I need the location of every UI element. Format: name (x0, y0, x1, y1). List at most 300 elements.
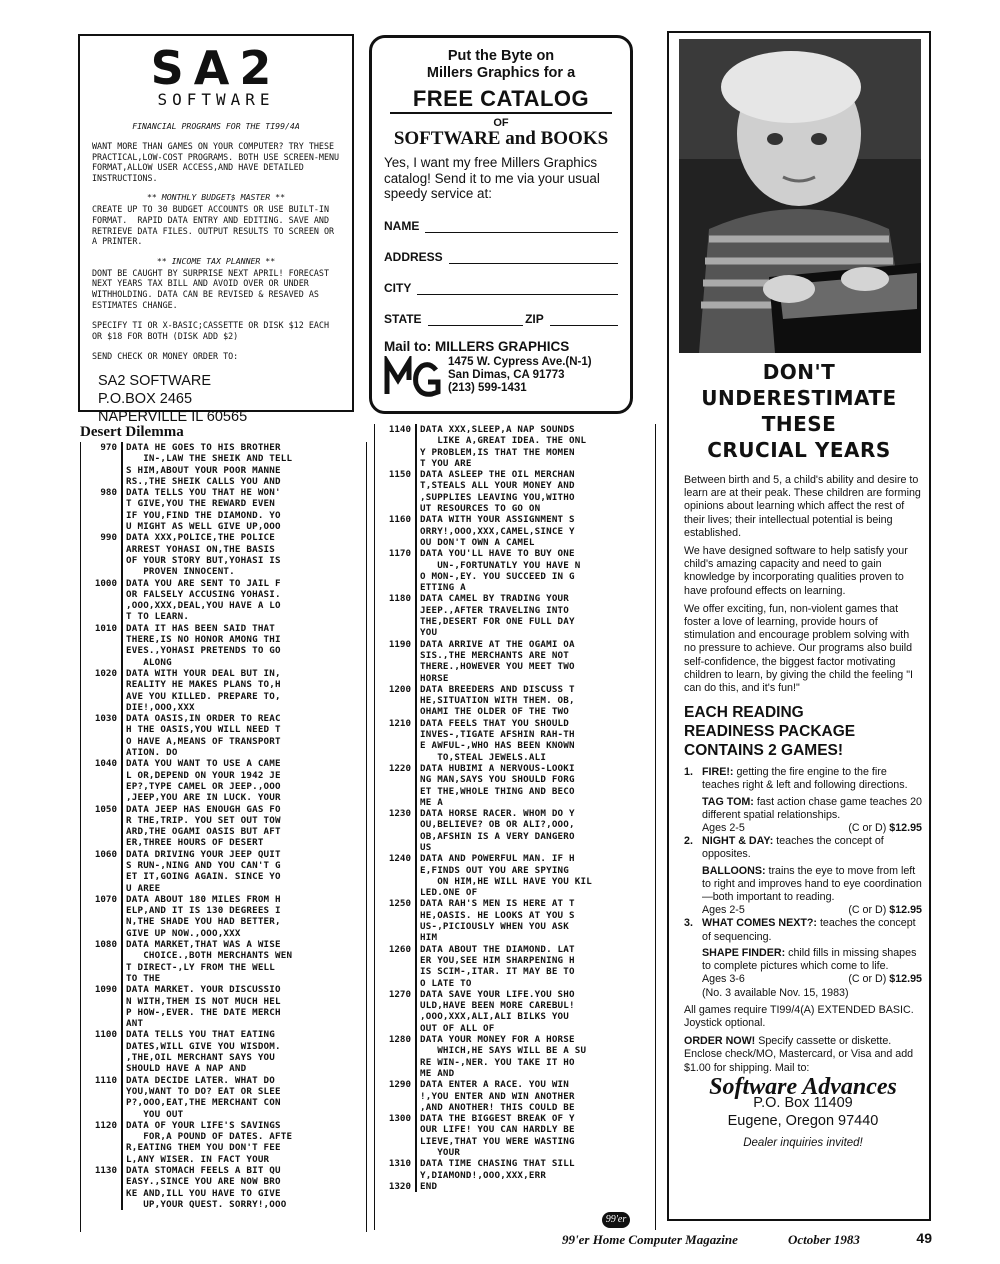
line-text: HORSE (420, 672, 449, 684)
sa2-address (92, 372, 340, 426)
mg-address-label: ADDRESS (384, 249, 443, 264)
mg-address (448, 356, 592, 395)
sa2-address-line: P.O.BOX 2465 (98, 390, 193, 407)
listing-line (81, 498, 366, 509)
line-text: T TO LEARN. (126, 611, 190, 623)
mg-citystate: San Dimas, CA 91773 (448, 368, 565, 381)
sa-headline-line: CRUCIAL YEARS (707, 438, 891, 462)
line-number: 1200 (375, 684, 417, 695)
mg-state-line[interactable] (428, 324, 524, 326)
sa-ages: Ages 3-6 (702, 973, 745, 986)
line-number (81, 691, 123, 702)
listing-line (81, 1075, 366, 1086)
listing-line (375, 639, 655, 650)
line-number (81, 645, 123, 656)
line-number: 1070 (81, 894, 123, 905)
line-text: OB,AFSHIN IS A VERY DANGERO (420, 830, 575, 842)
line-text: T,STEALS ALL YOUR MONEY AND (420, 480, 575, 492)
listing-line (81, 1154, 366, 1165)
listing-line (375, 797, 655, 808)
line-number (375, 955, 417, 966)
line-number (375, 797, 417, 808)
line-number (375, 458, 417, 469)
line-text: DATA AND POWERFUL MAN. IF H (420, 853, 575, 865)
listing-line (375, 910, 655, 921)
line-number: 1020 (81, 668, 123, 679)
mg-address-field[interactable] (384, 250, 618, 264)
sa-price: $12.95 (889, 904, 922, 917)
line-number (81, 544, 123, 555)
line-number: 1130 (81, 1165, 123, 1176)
line-text: EP?,TYPE CAMEL OR JEEP.,OOO (126, 780, 281, 792)
line-number (375, 966, 417, 977)
mg-phone: (213) 599-1431 (448, 381, 527, 394)
sa-game-name: TAG TOM: (702, 795, 754, 808)
line-text: R,EATING THEM YOU DON'T FEE (126, 1142, 281, 1154)
line-number: 1040 (81, 758, 123, 769)
line-number: 1260 (375, 944, 417, 955)
line-number (81, 724, 123, 735)
listing-line (81, 894, 366, 905)
line-text: OR FALSELY ACCUSING YOHASI. (126, 588, 281, 600)
listing-line (81, 1176, 366, 1187)
line-number: 1090 (81, 984, 123, 995)
line-text: ANT (126, 1018, 144, 1030)
line-number (375, 1000, 417, 1011)
line-text: ER YOU,SEE HIM SHARPENING H (420, 954, 575, 966)
sa-price-row (702, 973, 922, 986)
line-number (375, 571, 417, 582)
line-number (375, 819, 417, 830)
sa2-program2-desc: DONT BE CAUGHT BY SURPRISE NEXT APRIL! FORECAST NEXT YEARS TAX BILL AND AVOID OVER OR UNDER WITHHOLDING. DATA CAN BE REVISED & RESAVED AS ESTIMATES CHANGE. (92, 267, 335, 310)
line-text: CHOICE.,BOTH MERCHANTS WEN (126, 950, 293, 962)
mg-city-field[interactable] (384, 281, 618, 295)
line-text: RE WIN-,NER. YOU TAKE IT HO (420, 1056, 575, 1068)
listing-line (81, 1109, 366, 1120)
line-text: IF YOU,FIND THE DIAMOND. YO (126, 509, 281, 521)
listing-line (375, 458, 655, 469)
listing-line (81, 679, 366, 690)
line-text: N WITH,THEM IS NOT MUCH HEL (126, 995, 281, 1007)
line-text: DATA ENTER A RACE. YOU WIN (420, 1079, 570, 1091)
listing-line (81, 566, 366, 577)
line-number (81, 702, 123, 713)
line-text: OUT OF ALL OF (420, 1022, 495, 1034)
listing-line (375, 786, 655, 797)
sa-dealer-note: Dealer inquiries invited! (743, 1136, 863, 1149)
line-number (81, 1109, 123, 1120)
listing-line (81, 950, 366, 961)
line-text: TO,STEAL JEWELS.ALI (420, 751, 547, 763)
line-number (81, 1052, 123, 1063)
line-number (81, 465, 123, 476)
sa-game-desc: fast action chase game teaches 20 different spatial relationships. (702, 795, 922, 821)
line-number: 1220 (375, 763, 417, 774)
sa-price: $12.95 (889, 822, 922, 835)
line-number: 1270 (375, 989, 417, 1000)
line-number (81, 1041, 123, 1052)
listing-line (375, 842, 655, 853)
listing-line (81, 702, 366, 713)
line-text: US (420, 841, 432, 853)
listing-line (81, 1086, 366, 1097)
line-number (81, 1007, 123, 1018)
sa-order-rest: Specify cassette or diskette. Enclose check/MO, Mastercard, or Visa and add $1.00 for shipping. Mail to: (684, 1035, 914, 1074)
listing-line (375, 684, 655, 695)
mg-logo-icon (384, 356, 442, 400)
mg-body: Yes, I want my free Millers Graphics catalog! Send it to me via your usual speedy service at: (384, 155, 600, 201)
line-text: ULD,HAVE BEEN MORE CAREBUL! (420, 1000, 575, 1012)
line-text: R THE,TRIP. YOU SET OUT TOW (126, 814, 281, 826)
line-number: 1300 (375, 1113, 417, 1124)
line-text: DATA SAVE YOUR LIFE.YOU SHO (420, 988, 575, 1000)
sa-paragraph: We offer exciting, fun, non-violent games that foster a love of learning, provide hours of stimulation and encourage problem solving with no pressure to achieve. Our programs also build self-confidence, the biggest factor motivating children to learn, by giving the child the feeling "I can do this, and it's fun!" (684, 602, 913, 695)
line-number (375, 627, 417, 638)
line-text: ,JEEP,YOU ARE IN LUCK. YOUR (126, 792, 281, 804)
line-number (375, 865, 417, 876)
line-number (81, 871, 123, 882)
line-text: HE,OASIS. HE LOOKS AT YOU S (420, 909, 575, 921)
line-number (375, 740, 417, 751)
listing-line (375, 1147, 655, 1158)
line-number (81, 555, 123, 566)
line-number (81, 781, 123, 792)
line-text: YOU,WANT TO DO? EAT OR SLEE (126, 1085, 281, 1097)
listing-line (375, 560, 655, 571)
listing-line (81, 973, 366, 984)
mg-name-field[interactable] (384, 219, 618, 233)
line-number (81, 826, 123, 837)
listing-line (375, 1068, 655, 1079)
line-text: P HOW-,EVER. THE DATE MERCH (126, 1006, 281, 1018)
sa-price: $12.95 (889, 973, 922, 986)
line-number (375, 616, 417, 627)
listing-line (81, 939, 366, 950)
sa-game-package-3 (684, 917, 922, 999)
line-text: OHAMI THE OLDER OF THE TWO (420, 706, 570, 718)
line-number: 1280 (375, 1034, 417, 1045)
line-text: T GIVE,YOU THE REWARD EVEN (126, 498, 276, 510)
sa-price-label: (C or D) (848, 973, 887, 986)
line-text: Y PROBLEM,IS THAT THE MOMEN (420, 446, 575, 458)
listing-line (81, 1018, 366, 1029)
line-number (375, 910, 417, 921)
mg-zip-line[interactable] (550, 324, 618, 326)
line-number (375, 492, 417, 503)
listing-line (81, 837, 366, 848)
line-text: RS.,THE SHEIK CALLS YOU AND (126, 475, 281, 487)
listing-line (375, 1113, 655, 1124)
listing-line (81, 578, 366, 589)
sa2-address-line: SA2 SOFTWARE (98, 372, 212, 389)
line-number: 1060 (81, 849, 123, 860)
listing-line (81, 442, 366, 453)
line-number (81, 566, 123, 577)
listing-line (375, 1034, 655, 1045)
line-number: 1080 (81, 939, 123, 950)
mg-mail-to: Mail to: MILLERS GRAPHICS (384, 338, 570, 354)
line-text: DATA YOU ARE SENT TO JAIL F (126, 577, 281, 589)
line-text: ET THE,WHOLE THING AND BECO (420, 785, 575, 797)
listing-line (375, 706, 655, 717)
listing-line (375, 571, 655, 582)
line-text: DATA MARKET,THAT WAS A WISE (126, 939, 281, 951)
line-number (81, 815, 123, 826)
line-number (375, 650, 417, 661)
line-number (375, 661, 417, 672)
line-text: DATA MARKET. YOUR DISCUSSIO (126, 984, 281, 996)
line-number (81, 510, 123, 521)
line-text: N,THE SHADE YOU HAD BETTER, (126, 916, 281, 928)
line-number: 1240 (375, 853, 417, 864)
listing-line (81, 962, 366, 973)
line-number (375, 560, 417, 571)
line-text: DATA ABOUT 180 MILES FROM H (126, 893, 281, 905)
sa-price-label: (C or D) (848, 822, 887, 835)
sa-box: P.O. Box 11409 (753, 1094, 853, 1111)
line-text: ,OOO,XXX,ALI,ALI BILKS YOU (420, 1011, 570, 1023)
line-number (375, 673, 417, 684)
sa-game-desc: trains the eye to move from left to right and improves hand to eye coordination—both important to reading. (702, 864, 922, 904)
line-text: DATA DECIDE LATER. WHAT DO (126, 1074, 276, 1086)
line-text: DATA WITH YOUR DEAL BUT IN, (126, 667, 281, 679)
mg-free-catalog: FREE CATALOG (412, 86, 590, 111)
listing-line (375, 1000, 655, 1011)
line-number (375, 978, 417, 989)
listing-line (375, 831, 655, 842)
sa-game-package-1 (684, 766, 922, 835)
line-number (375, 706, 417, 717)
listing-line (375, 661, 655, 672)
listing-line (81, 589, 366, 600)
line-text: HE,SITUATION WITH THEM. OB, (420, 695, 575, 707)
line-text: ARD,THE OGAMI OASIS BUT AFT (126, 826, 281, 838)
line-number (375, 1045, 417, 1056)
line-text: O MON-,EY. YOU SUCCEED IN G (420, 570, 575, 582)
listing-line (81, 1007, 366, 1018)
sa-game-desc: child fills in missing shapes to complete pictures which come to life. (702, 946, 917, 973)
sa-availability-note: (No. 3 available Nov. 15, 1983) (702, 986, 849, 999)
line-text: DATA ABOUT THE DIAMOND. LAT (420, 943, 575, 955)
listing-line (81, 521, 366, 532)
listing-line (375, 1158, 655, 1169)
sa-paragraph: Between birth and 5, a child's ability and desire to learn are at their peak. These children are forming opinions about learning which affect the rest of their lives; their intellectual potential is being established. (684, 474, 921, 539)
line-text: EVES.,YOHASI PRETENDS TO GO (126, 645, 281, 657)
sa2-address-line: NAPERVILLE IL 60565 (98, 408, 248, 425)
listing-line (81, 758, 366, 769)
listing-line (81, 623, 366, 634)
line-text: NG MAN,SAYS YOU SHOULD FORG (420, 774, 575, 786)
listing-line (375, 763, 655, 774)
mg-city-label: CITY (384, 280, 412, 295)
line-number (81, 792, 123, 803)
line-number (81, 476, 123, 487)
listing-line (81, 634, 366, 645)
line-text: DATA YOUR MONEY FOR A HORSE (420, 1034, 575, 1046)
listing-line (375, 876, 655, 887)
line-text: L,ANY WISER. IN FACT YOUR (126, 1153, 270, 1165)
listing-line (81, 600, 366, 611)
listing-line (81, 905, 366, 916)
line-text: U MIGHT AS WELL GIVE UP,OOO (126, 521, 281, 533)
line-text: JEEP.,AFTER TRAVELING INTO (420, 604, 570, 616)
line-text: DATES,WILL GIVE YOU WISDOM. (126, 1040, 281, 1052)
line-text: REALITY HE MAKES PLANS TO,H (126, 679, 281, 691)
listing-line (375, 605, 655, 616)
listing-line (375, 695, 655, 706)
line-text: DATA OASIS,IN ORDER TO REAC (126, 713, 281, 725)
sa-package-heading-line: READINESS PACKAGE (684, 723, 856, 741)
line-text: WHICH,HE SAYS WILL BE A SU (420, 1045, 587, 1057)
listing-title: Desert Dilemma (80, 424, 184, 440)
listing-line (81, 1131, 366, 1142)
line-number: 1110 (81, 1075, 123, 1086)
line-number (375, 786, 417, 797)
line-text: S HIM,ABOUT YOUR POOR MANNE (126, 464, 281, 476)
listing-line (81, 724, 366, 735)
listing-line (375, 435, 655, 446)
line-text: DATA ARRIVE AT THE OGAMI OA (420, 638, 575, 650)
line-number (375, 1091, 417, 1102)
mg-software-books: SOFTWARE and BOOKS (393, 128, 609, 149)
listing-line (375, 593, 655, 604)
line-number (81, 973, 123, 984)
listing-line (81, 916, 366, 927)
listing-line (375, 1023, 655, 1034)
sa-headline-line: DON'T (762, 360, 836, 384)
sa2-program2-title: ** INCOME TAX PLANNER ** (156, 255, 276, 266)
line-text: ,SUPPLIES LEAVING YOU,WITHO (420, 491, 575, 503)
line-text: LED.ONE OF (420, 887, 478, 899)
footer-date: October 1983 (788, 1232, 860, 1247)
listing-line (81, 871, 366, 882)
listing-line (81, 1052, 366, 1063)
listing-line (375, 808, 655, 819)
line-text: ET IT,GOING AGAIN. SINCE YO (126, 871, 281, 883)
line-number (81, 996, 123, 1007)
listing-line (81, 691, 366, 702)
line-number (81, 498, 123, 509)
line-number (375, 1057, 417, 1068)
listing-line (81, 736, 366, 747)
line-number (375, 876, 417, 887)
sa2-program1-title: ** MONTHLY BUDGET$ MASTER ** (146, 192, 286, 203)
line-number (81, 1063, 123, 1074)
line-number (81, 916, 123, 927)
child-photo (679, 39, 921, 353)
listing-line (375, 1045, 655, 1056)
listing-line (375, 1102, 655, 1113)
mg-bottom (384, 356, 618, 400)
sa-order-text (684, 1035, 922, 1075)
line-number: 1120 (81, 1120, 123, 1131)
line-text: ARREST YOHASI ON,THE BASIS (126, 543, 276, 555)
listing-line (81, 657, 366, 668)
listing-line (81, 453, 366, 464)
listing-line (81, 984, 366, 995)
line-text: DATA OF YOUR LIFE'S SAVINGS (126, 1119, 281, 1131)
line-number (81, 736, 123, 747)
mg-address-line[interactable] (449, 262, 618, 264)
mg-city-line[interactable] (417, 293, 618, 295)
mg-name-line[interactable] (425, 231, 618, 233)
line-number (375, 1102, 417, 1113)
listing-line (81, 555, 366, 566)
line-number (375, 752, 417, 763)
line-text: T YOU ARE (420, 457, 472, 469)
line-number (81, 883, 123, 894)
listing-line (375, 1011, 655, 1022)
sa-package-number: 1. (684, 766, 693, 779)
child-at-computer-image (679, 39, 921, 353)
sa-game-desc: teaches the concept of sequencing. (702, 917, 916, 943)
line-text: DATA TELLS YOU THAT EATING (126, 1029, 276, 1041)
line-number (375, 537, 417, 548)
line-number: 1290 (375, 1079, 417, 1090)
line-number: 1000 (81, 578, 123, 589)
line-text: DATA FEELS THAT YOU SHOULD (420, 717, 570, 729)
line-number: 1310 (375, 1158, 417, 1169)
line-text: DATA RAH'S MEN IS HERE AT T (420, 898, 575, 910)
listing-line (81, 645, 366, 656)
listing-column-2 (374, 424, 656, 1230)
sa-headline-line: UNDERESTIMATE (701, 386, 897, 410)
listing-line (81, 465, 366, 476)
sa-ages: Ages 2-5 (702, 904, 745, 917)
line-text: ME A (420, 796, 443, 808)
line-number: 1320 (375, 1181, 417, 1192)
sa2-program1-desc: CREATE UP TO 30 BUDGET ACCOUNTS OR USE BUILT-IN FORMAT. RAPID DATA ENTRY AND EDITING. SAVE AND RETRIEVE DATA FILES. OUTPUT RESULTS TO SCREEN OR A PRINTER. (92, 204, 340, 247)
line-number (81, 860, 123, 871)
line-number (375, 842, 417, 853)
listing-line (81, 487, 366, 498)
line-text: LIKE A,GREAT IDEA. THE ONL (420, 435, 587, 447)
sa-paragraph: We have designed software to help satisfy your child's amazing capacity and need to gain knowledge by incorporating qualities proven to have profound effects on learning. (684, 545, 908, 597)
line-text: INVES-,TIGATE AFSHIN RAH-TH (420, 729, 575, 741)
line-text: US-,PICIOUSLY WHEN YOU ASK (420, 921, 570, 933)
sa-game-desc: teaches the concept of opposites. (702, 835, 884, 861)
listing-line (81, 1188, 366, 1199)
listing-line (375, 1091, 655, 1102)
line-text: ME AND (420, 1067, 455, 1079)
listing-line (81, 770, 366, 781)
mg-name-label: NAME (384, 218, 420, 233)
line-text: !,YOU ENTER AND WIN ANOTHER (420, 1090, 575, 1102)
line-text: DATA WITH YOUR ASSIGNMENT S (420, 514, 575, 526)
millers-graphics-ad (369, 35, 633, 414)
listing-line (81, 544, 366, 555)
listing-line (375, 752, 655, 763)
mg-state-zip-field[interactable] (384, 312, 618, 326)
sa2-intro: WANT MORE THAN GAMES ON YOUR COMPUTER? TRY THESE PRACTICAL,LOW-COST PROGRAMS. BOTH USE SCREEN-MENU FORMAT,ALLOW USER ACCESS,AND HAVE DETAILED INSTRUCTIONS. (92, 141, 345, 183)
line-number: 980 (81, 487, 123, 498)
sa-package-number: 3. (684, 917, 693, 930)
line-text: ATION. DO (126, 747, 178, 759)
sa-ages: Ages 2-5 (702, 822, 745, 835)
sa-package-number: 2. (684, 835, 693, 848)
line-text: TO THE (126, 972, 161, 984)
listing-line (81, 996, 366, 1007)
line-text: DIE!,OOO,XXX (126, 701, 195, 713)
line-text: UN-,FORTUNATLY YOU HAVE N (420, 559, 581, 571)
line-text: ER,THREE HOURS OF DESERT (126, 837, 264, 849)
line-number (375, 1011, 417, 1022)
line-text: DATA HUBIMI A NERVOUS-LOOKI (420, 762, 575, 774)
mg-headline-2: Millers Graphics for a (426, 65, 576, 81)
line-number (375, 887, 417, 898)
line-text: IS SCIM-,ITAR. IT MAY BE TO (420, 966, 575, 978)
line-text: KE AND,ILL YOU HAVE TO GIVE (126, 1187, 281, 1199)
